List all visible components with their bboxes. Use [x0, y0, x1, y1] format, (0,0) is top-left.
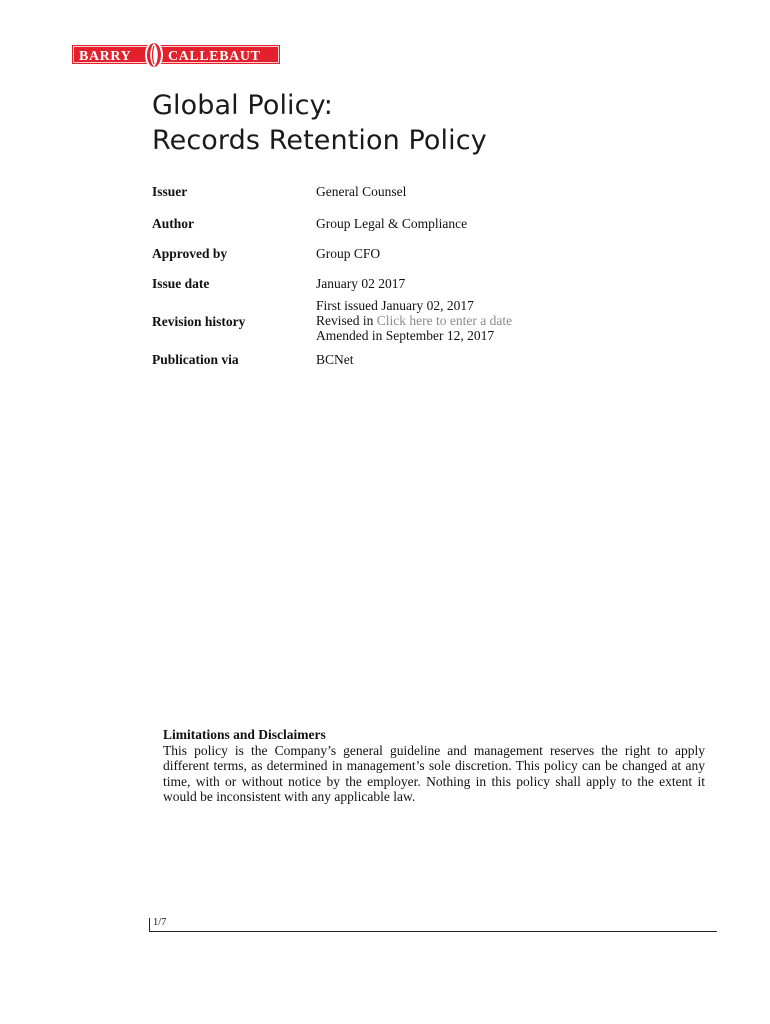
revision-amended: Amended in September 12, 2017: [316, 328, 495, 343]
footer-horizontal-rule: [149, 931, 717, 932]
approved-by-label: Approved by: [152, 246, 228, 261]
issuer-value: General Counsel: [316, 184, 407, 199]
revision-first-issued: First issued January 02, 2017: [316, 298, 474, 313]
issue-date-label: Issue date: [152, 276, 210, 291]
title-line-2: Records Retention Policy: [152, 125, 487, 156]
revised-date-placeholder[interactable]: Click here to enter a date: [376, 313, 513, 328]
approved-by-value: Group CFO: [316, 246, 381, 261]
publication-via-value: BCNet: [316, 352, 354, 367]
disclaimer-heading: Limitations and Disclaimers: [163, 727, 326, 742]
issue-date-value: January 02 2017: [316, 276, 406, 291]
author-label: Author: [152, 216, 195, 231]
footer-vertical-rule: [149, 918, 150, 932]
logo-graphic: [72, 40, 280, 68]
revision-history-value: [316, 298, 512, 343]
page-number: 1/7: [153, 917, 167, 928]
document-title: [152, 88, 487, 158]
publication-via-label: Publication via: [152, 352, 239, 367]
author-value: Group Legal & Compliance: [316, 216, 468, 231]
logo-text-left: BARRY: [79, 49, 132, 64]
cocoa-bean-icon: [145, 41, 163, 68]
limitations-disclaimer: [163, 727, 705, 805]
title-line-1: Global Policy:: [152, 90, 333, 121]
revised-in-prefix: Revised in: [316, 313, 377, 328]
barry-callebaut-logo: [72, 40, 280, 68]
revision-history-label: Revision history: [152, 314, 246, 329]
logo-text-right: CALLEBAUT: [168, 49, 261, 64]
disclaimer-body: This policy is the Company’s general guideline and management reserves the right to apply different terms, as determined in management’s sole discretion. This policy can be changed at any time, with or without notice by the employer. Nothing in this policy shall apply to the extent it would be inconsistent with any applicable law.: [163, 742, 705, 804]
issuer-label: Issuer: [152, 184, 188, 199]
revision-revised-in: [316, 313, 512, 328]
